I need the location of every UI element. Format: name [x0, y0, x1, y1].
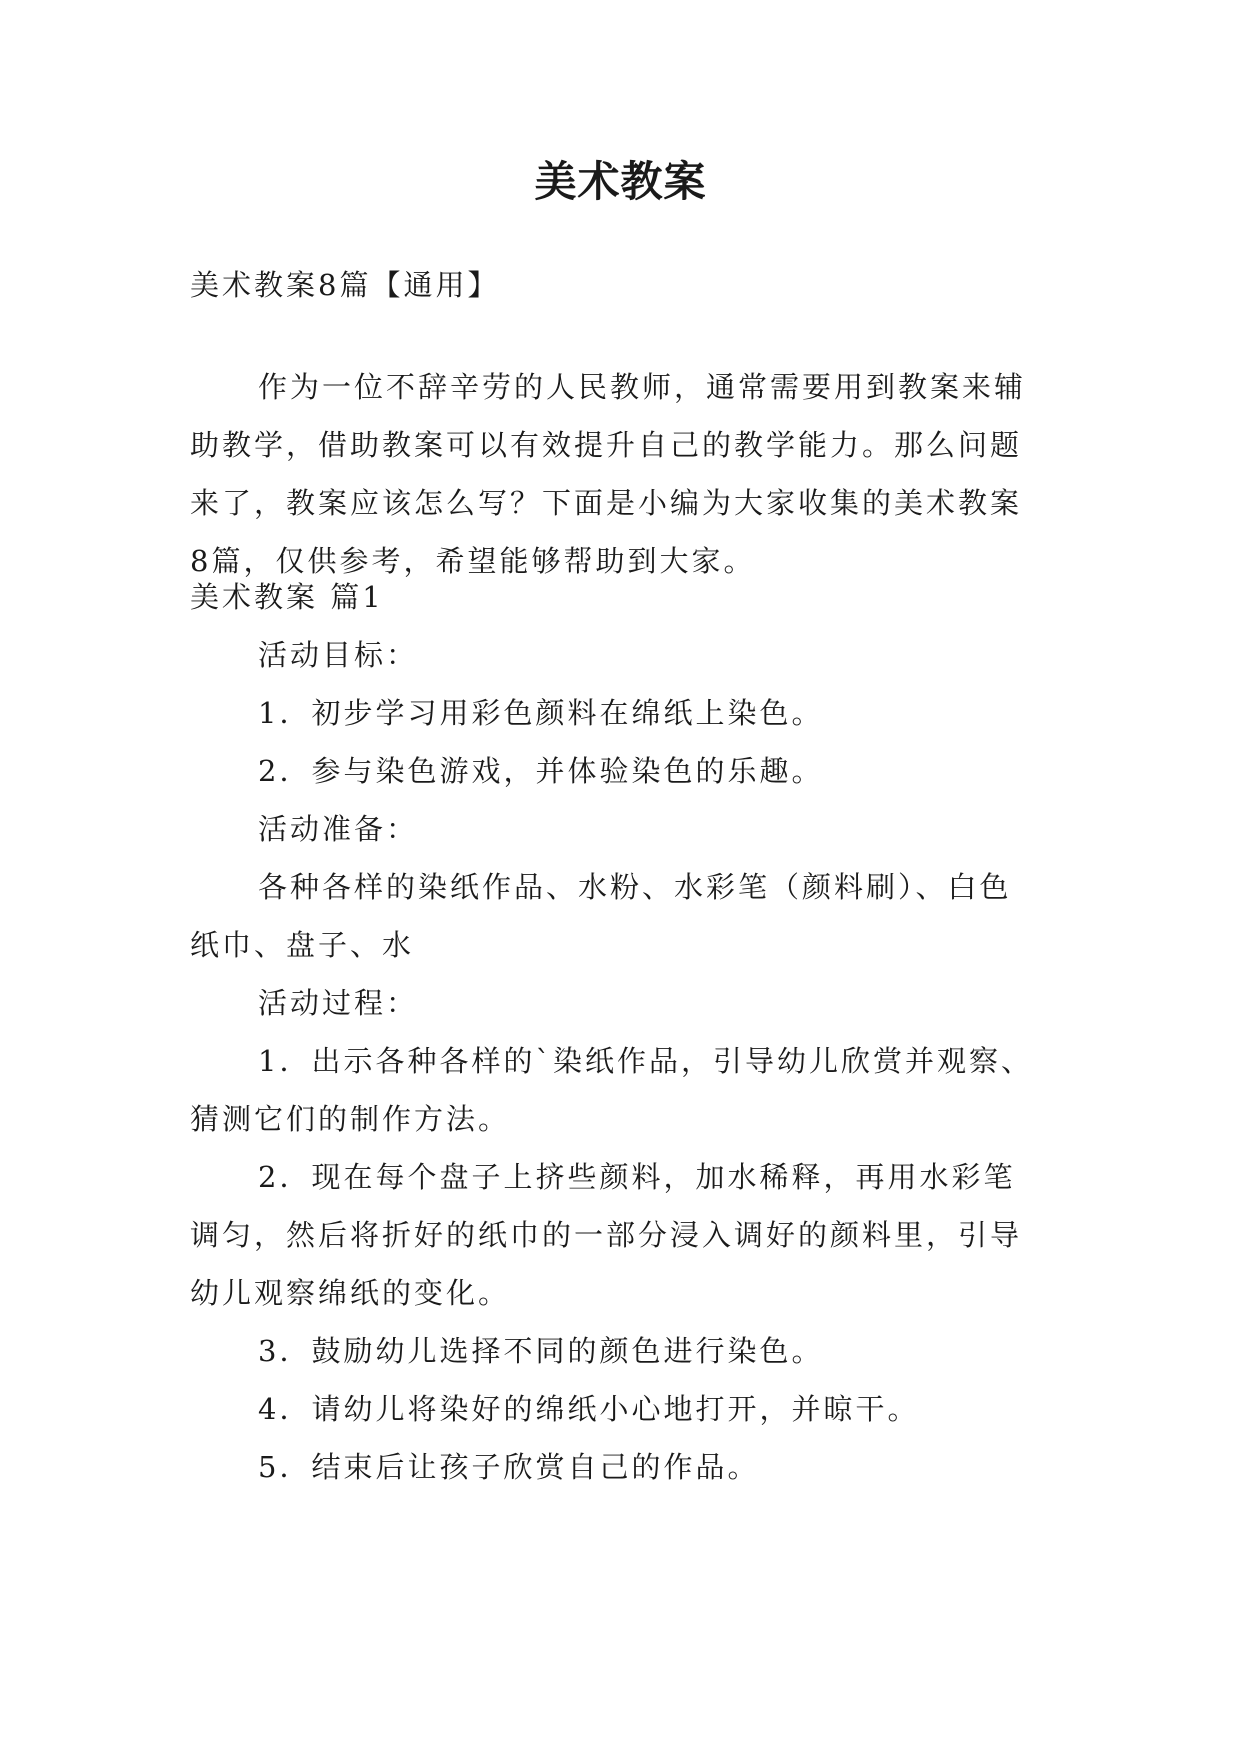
intro-paragraph [190, 358, 1070, 590]
intro-line: 来了，教案应该怎么写？下面是小编为大家收集的美术教案 [190, 486, 1023, 520]
subtitle-text: 美术教案8篇【通用】 [190, 268, 500, 302]
section-1 [190, 568, 1070, 1496]
goal-item: 2．参与染色游戏，并体验染色的乐趣。 [258, 754, 824, 788]
goal-item: 1．初步学习用彩色颜料在绵纸上染色。 [258, 696, 824, 730]
step-2-line: 调匀，然后将折好的纸巾的一部分浸入调好的颜料里，引导 [190, 1218, 1023, 1252]
prep-line: 纸巾、盘子、水 [190, 928, 415, 962]
document-title: 美术教案 [534, 157, 707, 206]
intro-line: 作为一位不辞辛劳的人民教师，通常需要用到教案来辅 [258, 370, 1027, 404]
intro-line: 助教学，借助教案可以有效提升自己的教学能力。那么问题 [190, 428, 1023, 462]
goal-label: 活动目标： [258, 638, 419, 672]
process-label: 活动过程： [258, 986, 419, 1020]
document-subtitle [190, 256, 1070, 314]
prep-label: 活动准备： [258, 812, 419, 846]
step-1-line: 1．出示各种各样的`染纸作品，引导幼儿欣赏并观察、 [258, 1044, 1033, 1078]
step-1-line: 猜测它们的制作方法。 [190, 1102, 511, 1136]
step-3: 3．鼓励幼儿选择不同的颜色进行染色。 [258, 1334, 824, 1368]
step-5: 5．结束后让孩子欣赏自己的作品。 [258, 1450, 760, 1484]
step-2-line: 2．现在每个盘子上挤些颜料，加水稀释，再用水彩笔 [258, 1160, 1016, 1194]
step-4: 4．请幼儿将染好的绵纸小心地打开，并晾干。 [258, 1392, 920, 1426]
intro-line: 8篇，仅供参考，希望能够帮助到大家。 [190, 544, 756, 578]
section-heading: 美术教案 篇1 [190, 580, 384, 614]
prep-line: 各种各样的染纸作品、水粉、水彩笔（颜料刷）、白色 [258, 870, 1012, 904]
step-2-line: 幼儿观察绵纸的变化。 [190, 1276, 511, 1310]
